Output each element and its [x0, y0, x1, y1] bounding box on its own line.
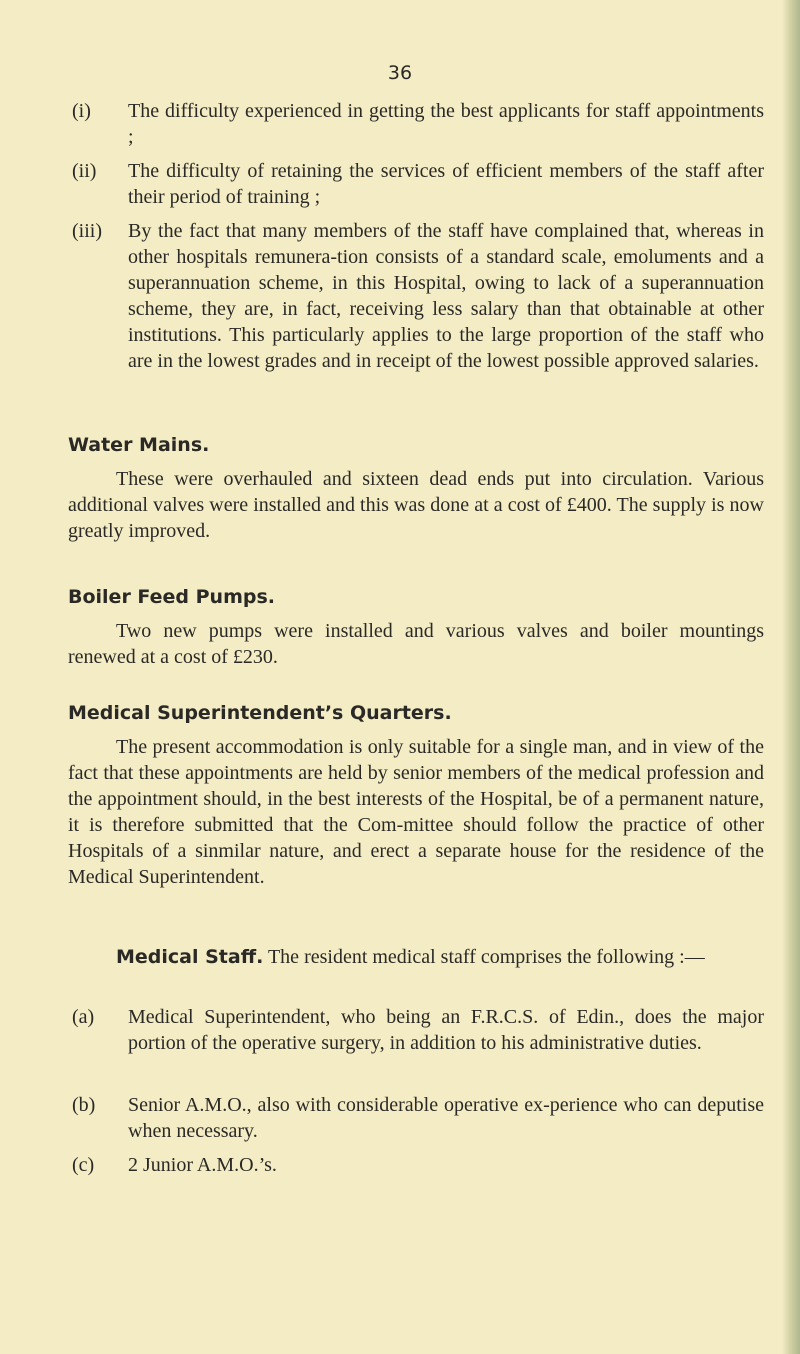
list-item-text: By the fact that many members of the staff have complained that, whereas in other hospitals remunera-tion consists of a standard scale, emoluments and a superannuation scheme, in this Hospital, owing to lack of a superannuation scheme, they are, in fact, receiving less salary than that obtainable at other institutions. This particularly applies to the large proportion of the staff who are in the lowest grades and in receipt of the lowest possible approved salaries. [128, 220, 764, 372]
list-item-iii [72, 218, 764, 374]
list-item-i [72, 98, 764, 150]
list-item-text: The difficulty of retaining the services of efficient members of the staff after their period of training ; [128, 160, 764, 208]
paragraph-medical-superintendent-quarters: The present accommodation is only suitable for a single man, and in view of the fact that these appointments are held by senior members of the medical profession and the appointment should, in the best interests of the Hospital, be of a permanent nature, it is therefore submitted that the Com-mittee should follow the practice of other Hospitals of a sinmilar nature, and erect a separate house for the residence of the Medical Superintendent. [68, 736, 764, 888]
list-item-a [72, 1004, 764, 1056]
list-item-text: The difficulty experienced in getting the best applicants for staff appointments ; [128, 100, 764, 148]
heading-boiler-feed-pumps: Boiler Feed Pumps. [68, 586, 276, 608]
heading-medical-superintendent-quarters: Medical Superintendent’s Quarters. [68, 702, 452, 724]
list-marker: (ii) [72, 160, 97, 182]
list-item-c [72, 1152, 764, 1178]
list-marker: (i) [72, 100, 91, 122]
list-marker: (b) [72, 1094, 96, 1116]
paragraph-boiler-feed-pumps: Two new pumps were installed and various valves and boiler mountings renewed at a cost of £230. [68, 620, 764, 668]
heading-medical-staff: Medical Staff. [116, 946, 264, 968]
paragraph-medical-staff [68, 944, 764, 970]
list-item-b [72, 1092, 764, 1144]
list-item-ii [72, 158, 764, 210]
list-item-text: Senior A.M.O., also with considerable operative ex-perience who can deputise when necessary. [128, 1094, 764, 1142]
heading-water-mains: Water Mains. [68, 434, 210, 456]
list-item-text: 2 Junior A.M.O.’s. [128, 1154, 277, 1176]
list-item-text: Medical Superintendent, who being an F.R.C.S. of Edin., does the major portion of the operative surgery, in addition to his administrative duties. [128, 1006, 764, 1054]
list-marker: (iii) [72, 220, 102, 242]
page-number: 36 [387, 62, 413, 84]
list-marker: (c) [72, 1154, 95, 1176]
page-edge-shadow [782, 0, 800, 1354]
paragraph-water-mains: These were overhauled and sixteen dead ends put into circulation. Various additional valves were installed and this was done at a cost of £400. The supply is now greatly improved. [68, 468, 764, 542]
list-marker: (a) [72, 1006, 95, 1028]
medical-staff-intro: The resident medical staff comprises the following :— [267, 946, 705, 968]
